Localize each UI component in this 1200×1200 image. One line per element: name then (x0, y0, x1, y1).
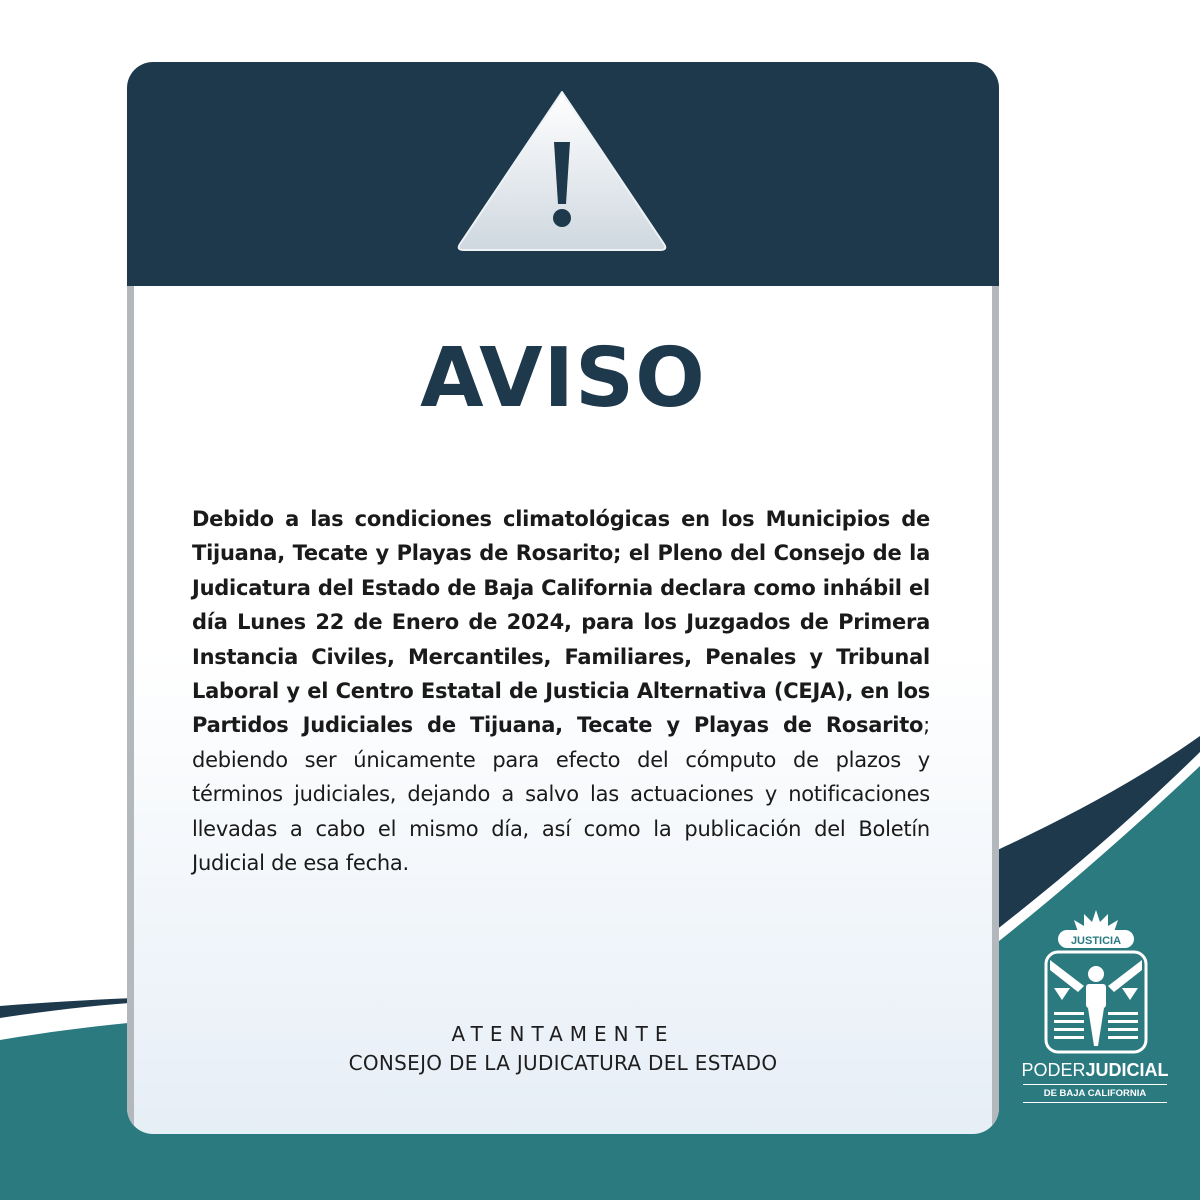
logo-title-bold: JUDICIAL (1085, 1060, 1169, 1080)
notice-body-regular: ; debiendo ser únicamente para efecto del cómputo de plazos y términos judiciales, dejando a salvo las actuaciones y notificaciones llevadas a cabo el mismo día, así como la publicación del Boletín Judicial de esa fecha. (192, 713, 930, 876)
notice-body (192, 502, 930, 880)
notice-closing (127, 1020, 999, 1078)
closing-signature: CONSEJO DE LA JUDICATURA DEL ESTADO (348, 1051, 778, 1075)
notice-card (127, 62, 999, 1134)
logo-title (1020, 1060, 1170, 1081)
closing-salutation: ATENTAMENTE (451, 1022, 675, 1046)
notice-title: AVISO (420, 331, 706, 426)
justice-emblem-icon (1044, 908, 1148, 1054)
logo-subtitle: DE BAJA CALIFORNIA (1043, 1088, 1147, 1099)
logo-title-light: PODER (1021, 1060, 1086, 1080)
poder-judicial-logo (1020, 908, 1170, 1108)
notice-body-bold: Debido a las condiciones climatológicas en los Municipios de Tijuana, Tecate y Playas de Rosarito; el Pleno del Consejo de la Judicatura del Estado de Baja California declara como inhábil el día Lunes 22 de Enero de 2024, para los Juzgados de Primera Instancia Civiles, Mercantiles, Familiares, Penales y Tribunal Laboral y el Centro Estatal de Justicia Alternativa (CEJA), en los Partidos Judiciales de Tijuana, Tecate y Playas de Rosarito (192, 507, 930, 738)
logo-underline (1023, 1102, 1167, 1103)
svg-text:JUSTICIA: JUSTICIA (1070, 935, 1122, 947)
logo-divider (1023, 1084, 1167, 1085)
warning-triangle-icon (452, 84, 672, 284)
